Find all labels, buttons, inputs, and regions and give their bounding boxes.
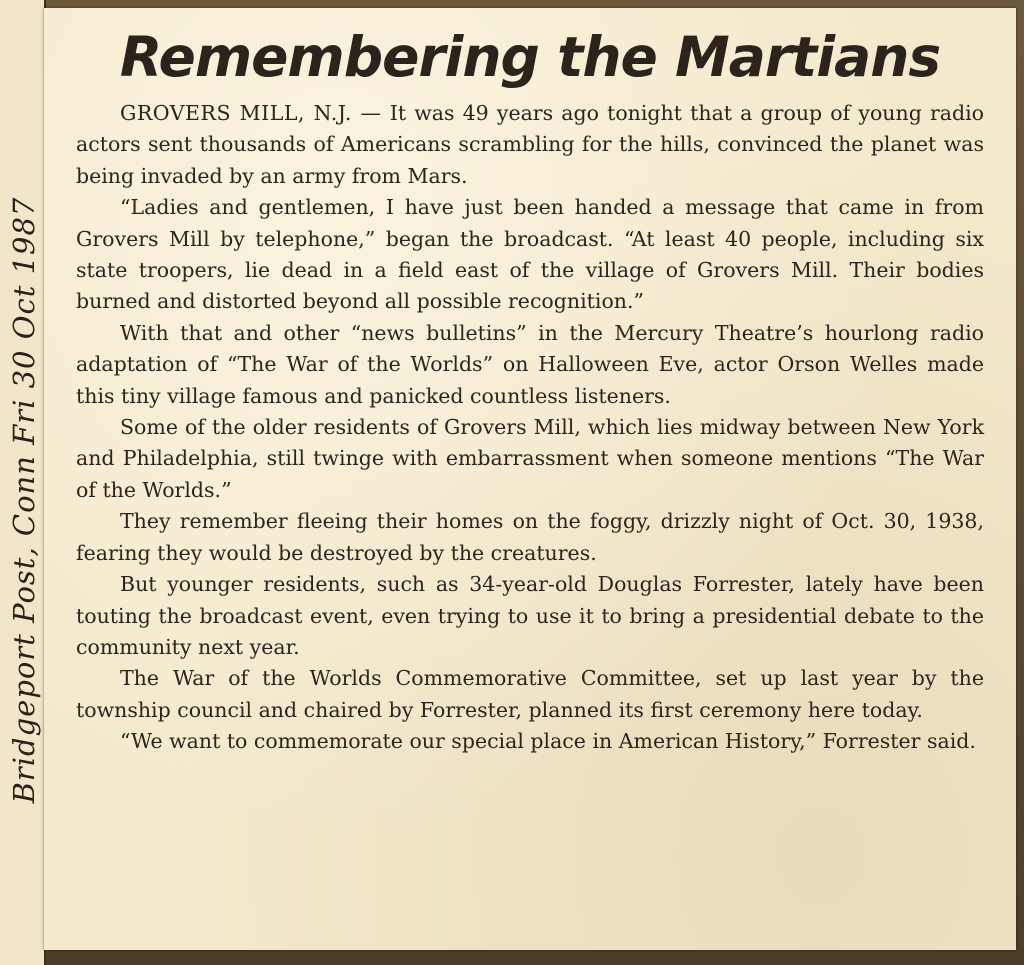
article-paragraph: They remember fleeing their homes on the foggy, drizzly night of Oct. 30, 1938, fearing they would be destroyed by the creatures. [76, 509, 984, 565]
paragraph-text: It was 49 years ago tonight that a group of young radio actors sent thousands of Americans scrambling for the hills, convinced the planet was being invaded by an army from Mars. [76, 101, 985, 188]
dateline: GROVERS MILL, N.J. — [120, 101, 382, 125]
article-paragraph: “Ladies and gentlemen, I have just been handed a message that came in from Grovers Mill by telephone,” began the broadcast. “At least 40 people, including six state troopers, lie dead in a field east of the village of Grovers Mill. Their bodies burned and distorted beyond all possible recognition.” [76, 195, 984, 314]
article-paragraph: “We want to commemorate our special place in American History,” Forrester said. [120, 729, 976, 754]
article-paragraph: The War of the Worlds Commemorative Committee, set up last year by the township council and chaired by Forrester, planned its first ceremony here today. [76, 666, 984, 722]
newspaper-clipping [44, 8, 1016, 950]
article-body [76, 98, 984, 758]
article-paragraph [76, 98, 984, 192]
article-paragraph: Some of the older residents of Grovers Mill, which lies midway between New York and Philadelphia, still twinge with embarrassment when someone mentions “The War of the Worlds.” [76, 415, 984, 502]
handwritten-source-note: Bridgeport Post, Conn Fri 30 Oct 1987 [7, 196, 41, 804]
article-paragraph: But younger residents, such as 34-year-old Douglas Forrester, lately have been touting the broadcast event, even trying to use it to bring a presidential debate to the community next year. [76, 572, 984, 659]
article-paragraph: With that and other “news bulletins” in the Mercury Theatre’s hourlong radio adaptation of “The War of the Worlds” on Halloween Eve, actor Orson Welles made this tiny village famous and panicked countless listeners. [76, 320, 984, 408]
margin-strip [0, 0, 46, 965]
headline: Remembering the Martians [119, 25, 941, 89]
